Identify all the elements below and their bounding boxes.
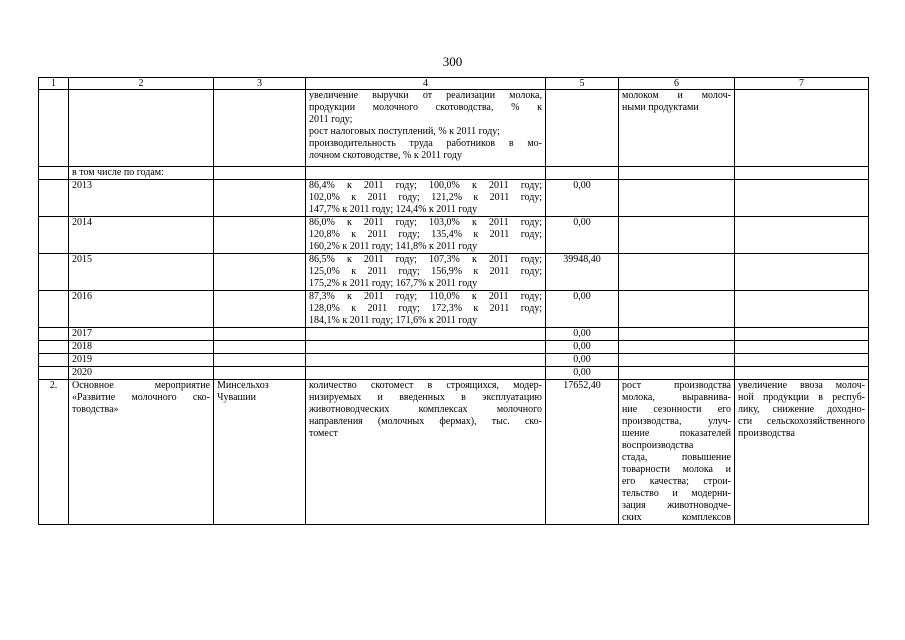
text-line: низируемых и введенных в эксплуатацию bbox=[309, 392, 542, 403]
amount-cell: 0,00 bbox=[546, 291, 619, 328]
text-line: направления (молочных фермах), тыс. ско- bbox=[309, 416, 542, 427]
result-cell bbox=[619, 380, 735, 525]
amount-cell: 0,00 bbox=[546, 354, 619, 367]
text-line: 125,0% к 2011 году; 156,9% к 2011 году; bbox=[309, 266, 542, 277]
by-years-label: в том числе по годам: bbox=[69, 167, 214, 180]
indicator-cell bbox=[306, 328, 546, 341]
text-line: 86,0% к 2011 году; 103,0% к 2011 году; bbox=[309, 217, 542, 228]
column-header: 7 bbox=[735, 78, 869, 90]
text-line: тельство и модерни- bbox=[622, 488, 731, 499]
text-line: ными продуктами bbox=[622, 102, 699, 113]
amount-cell: 0,00 bbox=[546, 180, 619, 217]
table-row bbox=[39, 90, 869, 167]
text-line: товарности молока и bbox=[622, 464, 731, 475]
result-cell bbox=[619, 90, 735, 167]
table-row bbox=[39, 367, 869, 380]
text-line: ских комплексов bbox=[622, 512, 731, 523]
indicator-cell bbox=[306, 354, 546, 367]
amount-cell: 0,00 bbox=[546, 341, 619, 354]
indicator-cell bbox=[306, 341, 546, 354]
table-row bbox=[39, 167, 869, 180]
text-line: 175,2% к 2011 году; 167,7% к 2011 году bbox=[309, 278, 478, 289]
indicator-cell bbox=[306, 180, 546, 217]
executor-cell bbox=[214, 380, 306, 525]
year-cell: 2019 bbox=[69, 354, 214, 367]
amount-cell: 0,00 bbox=[546, 328, 619, 341]
indicator-cell bbox=[306, 254, 546, 291]
text-line: производительность труда работников в мо- bbox=[309, 138, 542, 149]
program-table bbox=[38, 77, 869, 525]
text-line: 2011 году; bbox=[309, 114, 353, 125]
indicator-cell bbox=[306, 90, 546, 167]
text-line: производства bbox=[738, 428, 795, 439]
text-line: ние сезонности его bbox=[622, 404, 731, 415]
text-line: Чувашии bbox=[217, 392, 256, 403]
text-line: томест bbox=[309, 428, 338, 439]
amount-cell: 39948,40 bbox=[546, 254, 619, 291]
text-line: 184,1% к 2011 году; 171,6% к 2011 году bbox=[309, 315, 478, 326]
event-name-cell bbox=[69, 380, 214, 525]
column-header: 6 bbox=[619, 78, 735, 90]
text-line: продукции молочного скотоводства, % к bbox=[309, 102, 542, 113]
text-line: 128,0% к 2011 году; 172,3% к 2011 году; bbox=[309, 303, 542, 314]
table-row bbox=[39, 217, 869, 254]
year-cell: 2016 bbox=[69, 291, 214, 328]
column-header: 4 bbox=[306, 78, 546, 90]
text-line: животноводческих комплексах молочного bbox=[309, 404, 542, 415]
text-line: 86,5% к 2011 году; 107,3% к 2011 году; bbox=[309, 254, 542, 265]
text-line: молока, выравнива- bbox=[622, 392, 731, 403]
indicator-cell bbox=[306, 217, 546, 254]
text-line: 87,3% к 2011 году; 110,0% к 2011 году; bbox=[309, 291, 542, 302]
year-cell: 2020 bbox=[69, 367, 214, 380]
text-line: Минсельхоз bbox=[217, 380, 269, 391]
year-cell: 2013 bbox=[69, 180, 214, 217]
text-line: 160,2% к 2011 году; 141,8% к 2011 году bbox=[309, 241, 478, 252]
text-line: увеличение выручки от реализации молока, bbox=[309, 90, 542, 101]
table-row bbox=[39, 328, 869, 341]
table-body bbox=[39, 78, 869, 525]
text-line: лику, снижение доходно- bbox=[738, 404, 865, 415]
text-line: рост производства bbox=[622, 380, 731, 391]
year-cell: 2014 bbox=[69, 217, 214, 254]
text-line: воспроизводства bbox=[622, 440, 694, 451]
text-line: 120,8% к 2011 году; 135,4% к 2011 году; bbox=[309, 229, 542, 240]
text-line: «Развитие молочного ско- bbox=[72, 392, 210, 403]
text-line: шение показателей bbox=[622, 428, 731, 439]
text-line: сти сельскохозяйственного bbox=[738, 416, 865, 427]
text-line: лочном скотоводстве, % к 2011 году bbox=[309, 150, 462, 161]
amount-cell: 17652,40 bbox=[546, 380, 619, 525]
text-line: стада, повышение bbox=[622, 452, 731, 463]
row-number: 2. bbox=[39, 380, 69, 525]
year-cell: 2018 bbox=[69, 341, 214, 354]
page-number: 300 bbox=[442, 54, 463, 69]
text-line: производства, улуч- bbox=[622, 416, 731, 427]
text-line: 147,7% к 2011 году; 124,4% к 2011 году bbox=[309, 204, 478, 215]
indicator-cell bbox=[306, 380, 546, 525]
text-line: его качества; строи- bbox=[622, 476, 731, 487]
text-line: товодства» bbox=[72, 404, 119, 415]
text-line: зация животноводче- bbox=[622, 500, 731, 511]
year-cell: 2015 bbox=[69, 254, 214, 291]
text-line: 86,4% к 2011 году; 100,0% к 2011 году; bbox=[309, 180, 542, 191]
year-cell: 2017 bbox=[69, 328, 214, 341]
text-line: 102,0% к 2011 году; 121,2% к 2011 году; bbox=[309, 192, 542, 203]
text-line: Основное мероприятие bbox=[72, 380, 210, 391]
column-header: 2 bbox=[69, 78, 214, 90]
effect-cell bbox=[735, 380, 869, 525]
text-line: ной продукции в респуб- bbox=[738, 392, 865, 403]
text-line: молоком и молоч- bbox=[622, 90, 731, 101]
table-row bbox=[39, 291, 869, 328]
table-row bbox=[39, 180, 869, 217]
indicator-cell bbox=[306, 367, 546, 380]
column-header: 5 bbox=[546, 78, 619, 90]
header-row bbox=[39, 78, 869, 90]
table-row bbox=[39, 341, 869, 354]
table-row bbox=[39, 380, 869, 525]
indicator-cell bbox=[306, 291, 546, 328]
column-header: 3 bbox=[214, 78, 306, 90]
text-line: увеличение ввоза молоч- bbox=[738, 380, 865, 391]
amount-cell: 0,00 bbox=[546, 367, 619, 380]
table-row bbox=[39, 354, 869, 367]
text-line: рост налоговых поступлений, % к 2011 году; bbox=[309, 126, 500, 137]
amount-cell: 0,00 bbox=[546, 217, 619, 254]
column-header: 1 bbox=[39, 78, 69, 90]
text-line: количество скотомест в строящихся, модер- bbox=[309, 380, 542, 391]
table-row bbox=[39, 254, 869, 291]
